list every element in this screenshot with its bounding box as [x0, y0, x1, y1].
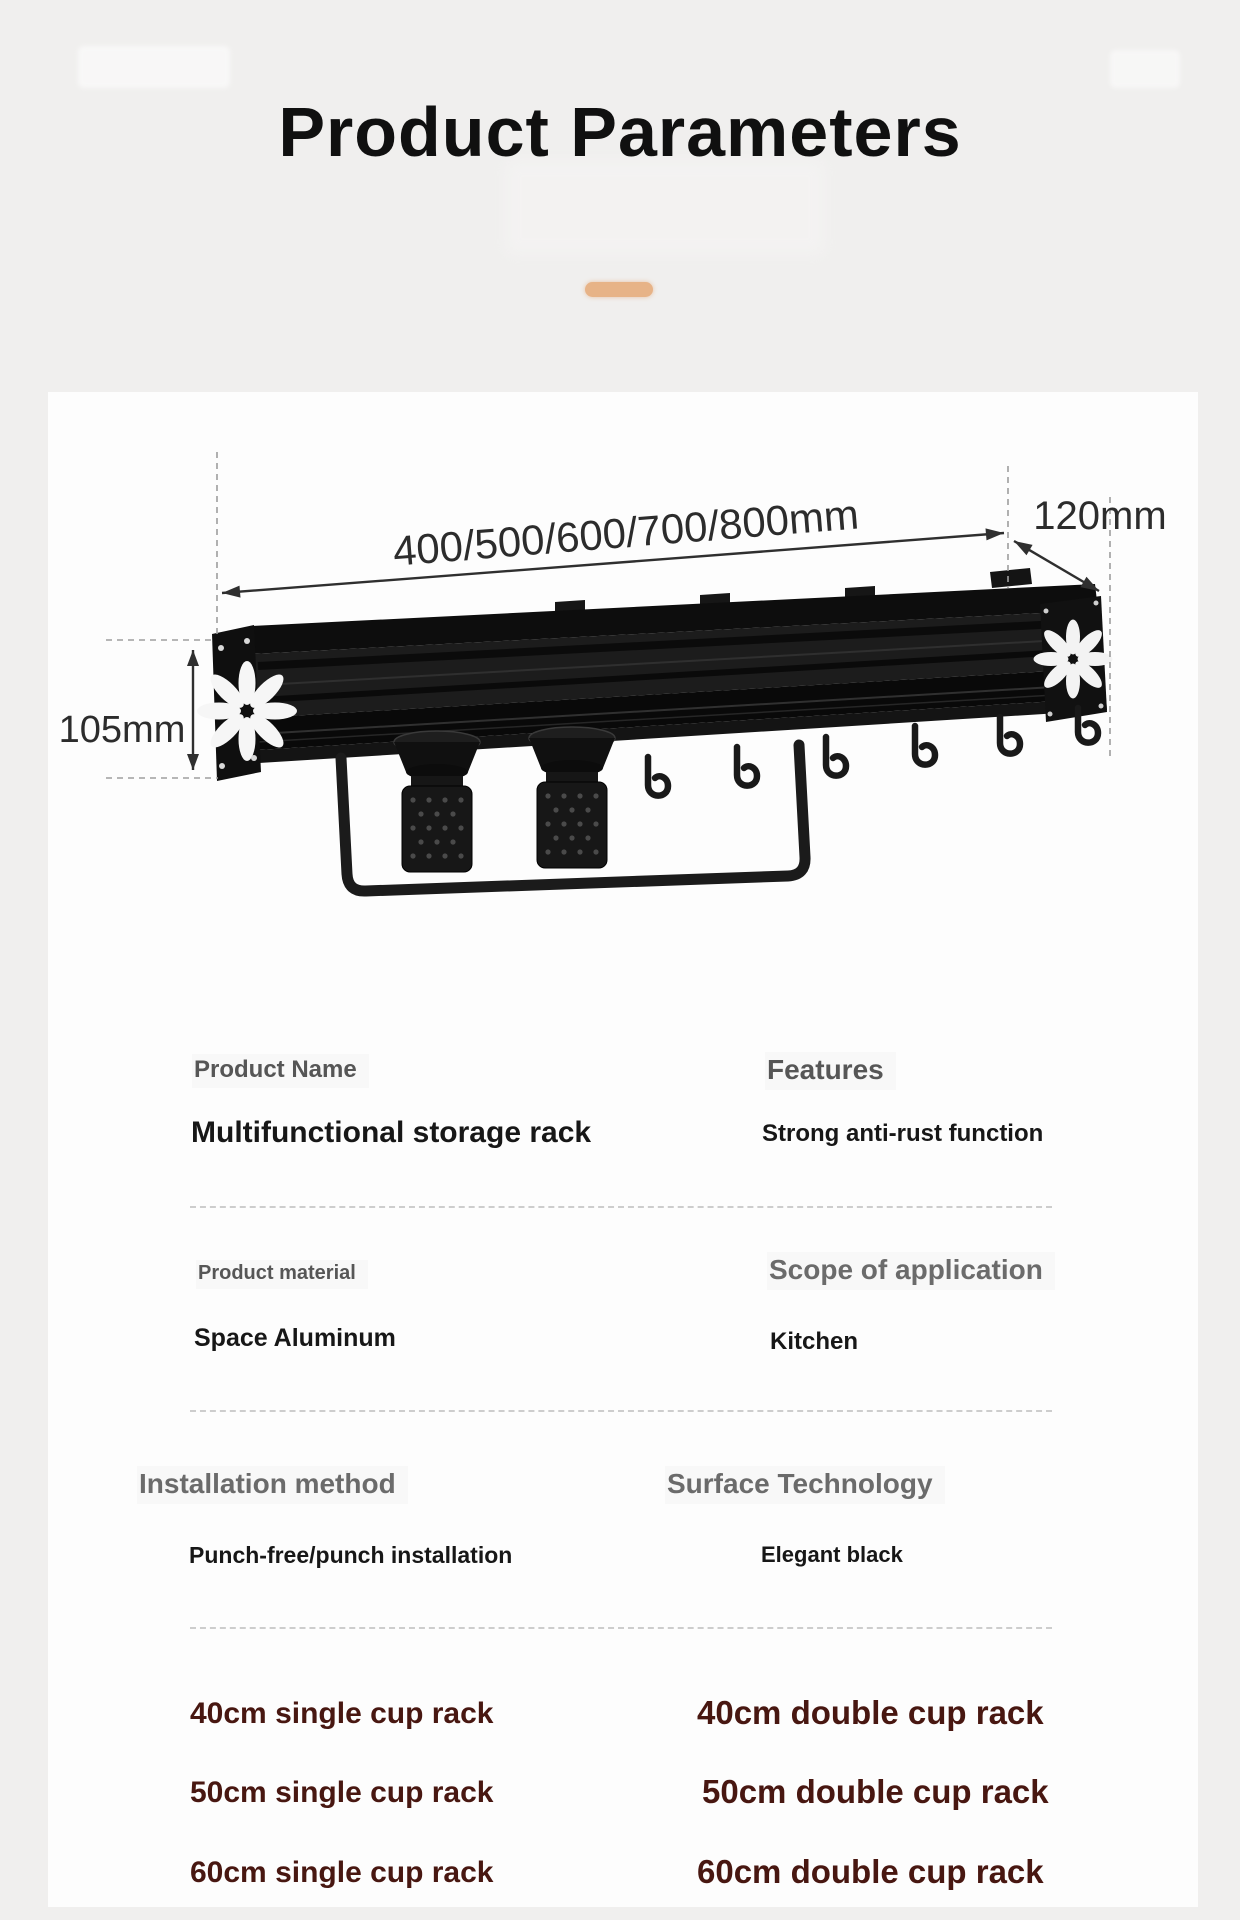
width-dimension-label: 400/500/600/700/800mm: [391, 490, 861, 575]
mount-clip-icon: [990, 568, 1032, 588]
variant-item: 60cm single cup rack: [190, 1856, 494, 1889]
spec-value-features: Strong anti-rust function: [762, 1120, 1044, 1147]
spec-label-scope-of-application: Scope of application: [767, 1252, 1055, 1290]
dashed-divider: [190, 1410, 1052, 1412]
variant-item: 40cm single cup rack: [190, 1697, 494, 1730]
spec-label-features: Features: [765, 1052, 896, 1090]
spec-value-product-material: Space Aluminum: [194, 1324, 396, 1352]
spec-value-surface-technology: Elegant black: [761, 1542, 903, 1567]
spec-value-scope-of-application: Kitchen: [770, 1328, 859, 1355]
screw-icon: [251, 755, 257, 761]
variant-item: 40cm double cup rack: [697, 1694, 1044, 1731]
title-accent-divider: [585, 282, 653, 297]
screw-icon: [1048, 712, 1053, 717]
spec-label-installation-method: Installation method: [137, 1466, 408, 1504]
watermark-ghost: [78, 46, 230, 88]
variant-item: 50cm single cup rack: [190, 1776, 494, 1809]
spec-value-product-name: Multifunctional storage rack: [191, 1116, 592, 1149]
variant-item: 60cm double cup rack: [697, 1853, 1044, 1890]
screw-icon: [1094, 601, 1099, 606]
spec-label-surface-technology: Surface Technology: [665, 1466, 945, 1504]
spec-label-product-material: Product material: [196, 1260, 368, 1289]
dashed-divider: [190, 1627, 1052, 1629]
screw-icon: [218, 645, 224, 651]
page-title: Product Parameters: [278, 93, 962, 171]
watermark-ghost: [505, 160, 825, 255]
spec-label-product-name: Product Name: [192, 1054, 369, 1088]
watermark-ghost: [1110, 50, 1180, 88]
storage-rack-illustration: [197, 568, 1113, 891]
height-dimension-label: 105mm: [58, 709, 186, 751]
screw-icon: [1044, 609, 1049, 614]
screw-icon: [1099, 704, 1104, 709]
depth-dimension-label: 120mm: [1033, 494, 1167, 538]
spec-value-installation-method: Punch-free/punch installation: [189, 1542, 513, 1568]
screw-icon: [244, 638, 250, 644]
rack-right-panel: [1034, 596, 1113, 722]
product-diagram: [48, 392, 1198, 1012]
cup-holder: [394, 727, 615, 872]
dashed-divider: [190, 1206, 1052, 1208]
screw-icon: [219, 763, 225, 769]
variant-item: 50cm double cup rack: [702, 1773, 1049, 1810]
